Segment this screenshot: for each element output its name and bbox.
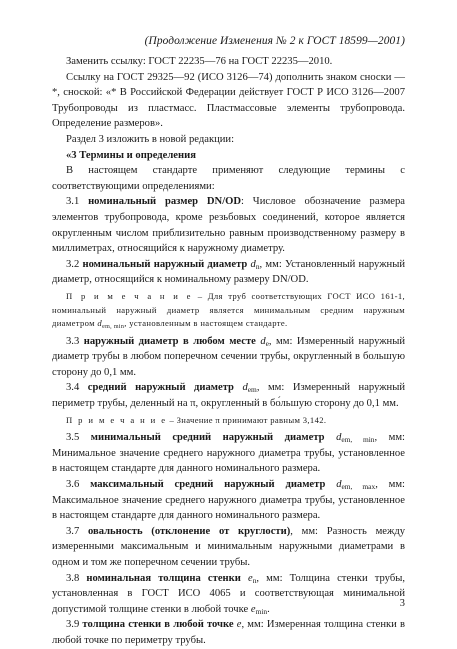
term-definition: , мм: Измеренная толщина стенки в любой точке по периметру трубы. bbox=[52, 619, 406, 646]
term-name: средний наружный диаметр bbox=[87, 382, 234, 394]
term-number: 3.4 bbox=[66, 382, 88, 394]
paragraph-section-change: Раздел 3 изложить в новой редакции: bbox=[66, 133, 235, 145]
page-header: (Продолжение Изменения № 2 к ГОСТ 18599—2001) bbox=[144, 35, 405, 47]
term-definition: , мм: Измеренный наружный диаметр трубы в любом поперечном сечении трубы, округленный в большую сторону до 0,1 мм. bbox=[52, 335, 406, 378]
term-definition: , мм: Толщина стенки трубы, установленная в ГОСТ ИСО 4065 и соответствующая минимальной допустимой толщине стенки в любой точке bbox=[52, 572, 405, 615]
term-name: номинальный размер DN/OD bbox=[88, 196, 242, 208]
term-3-6 bbox=[52, 477, 405, 524]
term-definition: , мм: Минимальное значение среднего наружного диаметра трубы, установленное в настоящем стандарте для данного номинального размера. bbox=[52, 432, 406, 475]
term-3-5 bbox=[52, 430, 405, 477]
term-number: 3.8 bbox=[66, 572, 87, 584]
term-3-7 bbox=[52, 524, 405, 571]
term-3-8 bbox=[52, 571, 405, 618]
paragraph-footnote-addition: Ссылку на ГОСТ 29325—92 (ИСО 3126—74) дополнить знаком сноски — *, сноской: «* В Российской Федерации действует ГОСТ Р ИСО 3126—2007 Трубопроводы из пластмасс. Пластмассовые элементы трубопровода. Определение размеров». bbox=[52, 71, 405, 130]
note-3-2 bbox=[52, 290, 405, 331]
term-3-2 bbox=[52, 257, 405, 288]
term-symbol-subscript: em bbox=[247, 385, 257, 395]
term-symbol-subscript: em, max bbox=[341, 482, 376, 492]
term-name: номинальная толщина стенки bbox=[86, 572, 241, 584]
term-symbol: e bbox=[248, 572, 253, 584]
note-3-4 bbox=[52, 414, 405, 428]
term-number: 3.7 bbox=[66, 525, 88, 537]
term-name: наружный диаметр в любом месте bbox=[83, 335, 256, 347]
term-symbol-subscript: n bbox=[252, 575, 257, 585]
term-symbol-subscript: em, min bbox=[341, 435, 375, 445]
term-3-3 bbox=[52, 334, 405, 381]
note-text: – Значение π принимают равным 3,142. bbox=[166, 414, 327, 425]
term-symbol: d bbox=[242, 382, 248, 394]
term-3-1 bbox=[52, 194, 405, 256]
term-3-9 bbox=[52, 617, 405, 648]
term-definition: , мм: Установленный наружный диаметр, относящийся к номинальному размеру DN/OD. bbox=[52, 258, 405, 286]
paragraph-intro: В настоящем стандарте применяют следующие термины с соответствующими определениями: bbox=[52, 165, 405, 192]
term-number: 3.3 bbox=[66, 335, 84, 347]
term-name: овальность (отклонение от круглости) bbox=[87, 525, 291, 537]
note-text-a: – Для труб соответствующих ГОСТ ИСО 161-1, номинальный наружный диаметр является минимальным средним наружным диаметром bbox=[52, 290, 405, 329]
term-definition-end: . bbox=[267, 603, 270, 615]
note-label: П р и м е ч а н и е bbox=[66, 290, 193, 301]
term-symbol: e bbox=[236, 619, 242, 631]
document-body bbox=[52, 54, 405, 649]
note-symbol: d bbox=[97, 318, 103, 329]
term-number: 3.9 bbox=[66, 619, 83, 631]
term-number: 3.2 bbox=[66, 258, 83, 270]
term-definition: , мм: Измеренный наружный периметр трубы, деленный на π, округленный в бо́льшую сторону до 0,1 мм. bbox=[52, 382, 406, 410]
term-definition: : Числовое обозначение размера элементов трубопровода, кроме резьбовых соединений, которое является округленным числом приблизительно равным производственному размеру в миллиметрах, относящийся к наружному диаметру. bbox=[52, 196, 405, 255]
term-symbol-secondary-subscript: min bbox=[255, 606, 268, 616]
paragraph-replace-reference: Заменить ссылку: ГОСТ 22235—76 на ГОСТ 22235—2010. bbox=[66, 56, 333, 67]
term-number: 3.1 bbox=[66, 196, 89, 208]
term-symbol-subscript: n bbox=[255, 261, 260, 271]
note-text-b: , установленным в настоящем стандарте. bbox=[124, 318, 288, 329]
term-definition: , мм: Максимальное значение среднего наружного диаметра трубы, установленное в настоящем стандарте для данного номинального размера. bbox=[52, 479, 406, 522]
term-name: максимальный средний наружный диаметр bbox=[90, 479, 326, 491]
note-label: П р и м е ч а н и е bbox=[66, 414, 167, 425]
term-definition: , мм: Разность между измеренными максимальным и минимальным наружными диаметрами в одном и том же поперечном сечении трубы. bbox=[52, 525, 405, 568]
term-name: минимальный средний наружный диаметр bbox=[90, 432, 325, 444]
note-symbol-subscript: em, min bbox=[102, 324, 125, 331]
term-symbol-subscript: e bbox=[265, 338, 269, 348]
term-name: толщина стенки в любой точке bbox=[82, 619, 234, 631]
term-symbol: d bbox=[250, 258, 256, 270]
term-3-4 bbox=[52, 380, 405, 411]
term-symbol-secondary: e bbox=[250, 603, 256, 615]
term-number: 3.6 bbox=[66, 479, 91, 491]
term-number: 3.5 bbox=[66, 432, 91, 444]
page-number: 3 bbox=[399, 598, 405, 609]
term-symbol: d bbox=[260, 335, 266, 347]
term-name: номинальный наружный диаметр bbox=[82, 258, 248, 270]
term-symbol: d bbox=[336, 479, 342, 491]
term-symbol: d bbox=[336, 432, 342, 444]
section-heading: «3 Термины и определения bbox=[66, 149, 196, 161]
